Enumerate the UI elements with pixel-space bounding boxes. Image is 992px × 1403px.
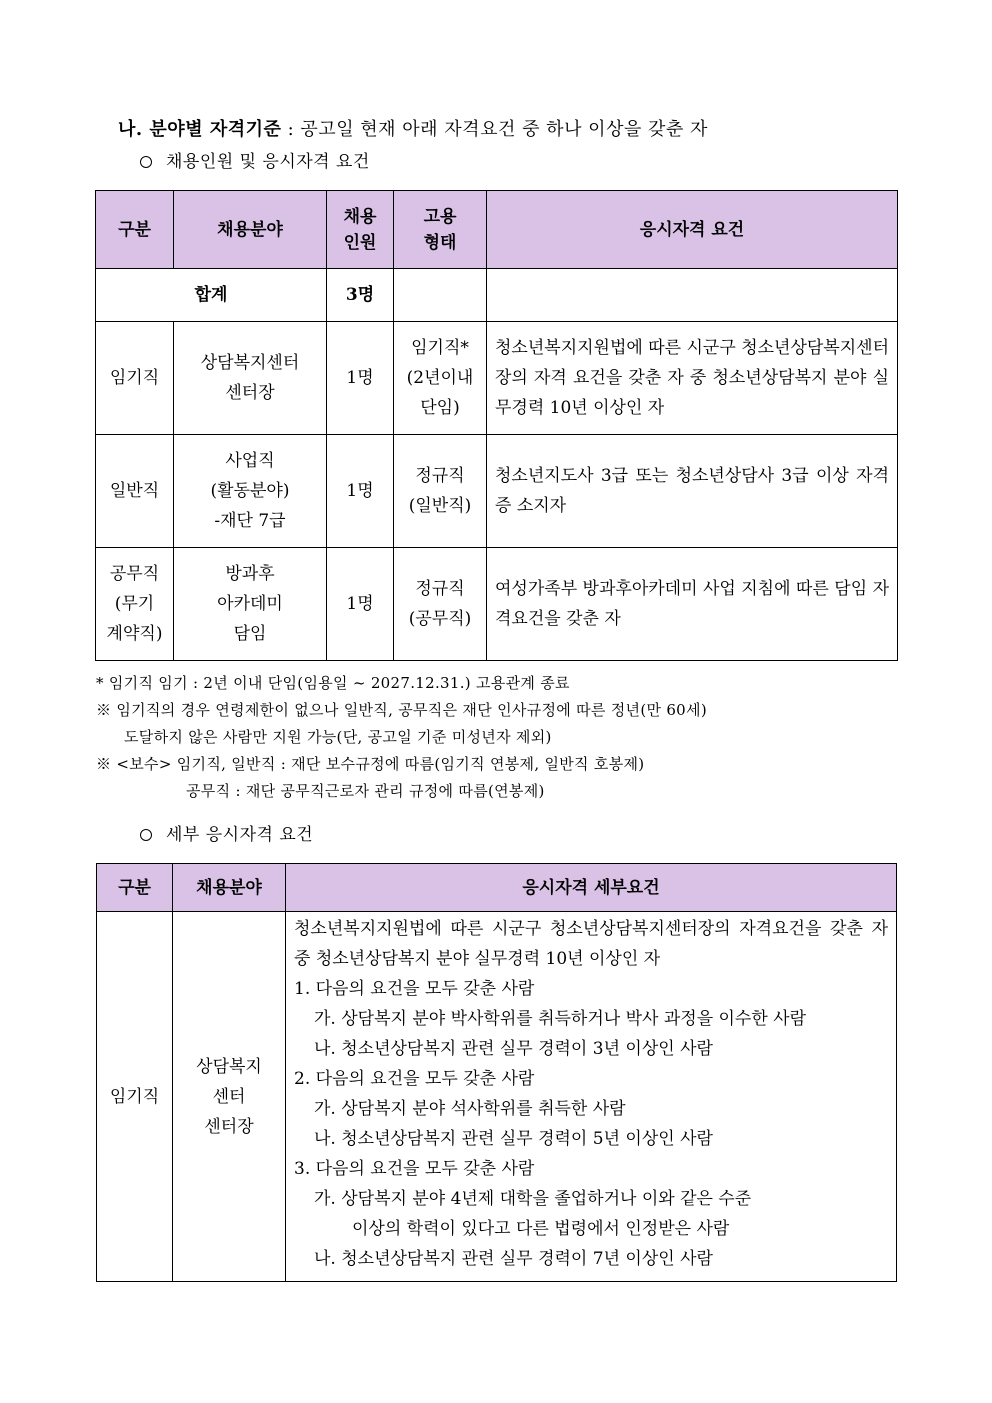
table-row [97, 912, 897, 1282]
type-cell: 일반직 [96, 435, 174, 548]
heading-text: : 공고일 현재 아래 자격요건 중 하나 이상을 갖춘 자 [281, 119, 708, 140]
detail-subitem: 나. 청소년상담복지 관련 실무 경력이 7년 이상인 사람 [314, 1249, 713, 1269]
detail-item: 1. 다음의 요건을 모두 갖춘 사람 [294, 979, 535, 999]
detail-intro: 청소년복지지원법에 따른 시군구 청소년상담복지센터장의 자격요건을 갖춘 자 중 청소년상담복지 분야 실무경력 10년 이상인 자 [294, 919, 888, 969]
field-cell: 방과후 아카데미 담임 [174, 548, 327, 661]
header-cell: 구분 [97, 864, 173, 912]
field-cell: 상담복지 센터 센터장 [173, 912, 286, 1282]
requirement-cell: 청소년지도사 3급 또는 청소년상담사 3급 이상 자격증 소지자 [487, 435, 898, 548]
note-term: * 임기직 임기 : 2년 이내 단임(임용일 ~ 2027.12.31.) 고용관계 종료 [96, 674, 570, 692]
detail-table [96, 863, 897, 1282]
table-row [96, 548, 898, 661]
detail-subitem: 가. 상담복지 분야 4년제 대학을 졸업하거나 이와 같은 수준 [314, 1189, 752, 1209]
header-cell: 채용분야 [173, 864, 286, 912]
detail-item: 3. 다음의 요건을 모두 갖춘 사람 [294, 1159, 535, 1179]
type-cell: 임기직 [97, 912, 173, 1282]
header-cell: 고용 형태 [394, 191, 487, 269]
detail-item: 2. 다음의 요건을 모두 갖춘 사람 [294, 1069, 535, 1089]
detail-subitem: 나. 청소년상담복지 관련 실무 경력이 3년 이상인 사람 [314, 1039, 713, 1059]
header-cell: 채용 인원 [327, 191, 394, 269]
subsection-title-1: 채용인원 및 응시자격 요건 [140, 147, 370, 172]
header-cell: 응시자격 세부요건 [286, 864, 897, 912]
notes-block [96, 670, 707, 805]
header-cell: 구분 [96, 191, 174, 269]
note-age: ※ 임기직의 경우 연령제한이 없으나 일반직, 공무직은 재단 인사규정에 따른 정년(만 60세) [96, 701, 707, 719]
count-cell: 1명 [327, 548, 394, 661]
table-header-row [97, 864, 897, 912]
detail-subitem-cont: 이상의 학력이 있다고 다른 법령에서 인정받은 사람 [352, 1219, 730, 1239]
requirement-cell: 여성가족부 방과후아카데미 사업 지침에 따른 담임 자격요건을 갖춘 자 [487, 548, 898, 661]
count-cell: 1명 [327, 435, 394, 548]
header-cell: 응시자격 요건 [487, 191, 898, 269]
note-pay-cont: 공무직 : 재단 공무직근로자 관리 규정에 따름(연봉제) [186, 782, 545, 800]
total-label: 합계 [96, 269, 327, 322]
heading-title: 나. 분야별 자격기준 [118, 119, 282, 140]
total-row [96, 269, 898, 322]
note-age-cont: 도달하지 않은 사람만 지원 가능(단, 공고일 기준 미성년자 제외) [124, 728, 552, 746]
subsection-title-2: 세부 응시자격 요건 [140, 820, 313, 845]
employment-cell: 임기직* (2년이내 단임) [394, 322, 487, 435]
table-row [96, 322, 898, 435]
field-cell: 상담복지센터 센터장 [174, 322, 327, 435]
recruitment-table [95, 190, 898, 661]
circle-bullet-icon [140, 156, 152, 168]
employment-cell: 정규직 (공무직) [394, 548, 487, 661]
header-cell: 채용분야 [174, 191, 327, 269]
count-cell: 1명 [327, 322, 394, 435]
detail-subitem: 가. 상담복지 분야 박사학위를 취득하거나 박사 과정을 이수한 사람 [314, 1009, 807, 1029]
type-cell: 공무직 (무기 계약직) [96, 548, 174, 661]
field-cell: 사업직 (활동분야) -재단 7급 [174, 435, 327, 548]
section-heading [118, 115, 708, 141]
circle-bullet-icon [140, 829, 152, 841]
table-row [96, 435, 898, 548]
detail-subitem: 가. 상담복지 분야 석사학위를 취득한 사람 [314, 1099, 626, 1119]
total-count: 3명 [327, 269, 394, 322]
detail-requirements-cell [286, 912, 897, 1282]
table-header-row [96, 191, 898, 269]
detail-subitem: 나. 청소년상담복지 관련 실무 경력이 5년 이상인 사람 [314, 1129, 713, 1149]
note-pay: ※ <보수> 임기직, 일반직 : 재단 보수규정에 따름(임기직 연봉제, 일반직 호봉제) [96, 755, 645, 773]
type-cell: 임기직 [96, 322, 174, 435]
requirement-cell: 청소년복지지원법에 따른 시군구 청소년상담복지센터장의 자격 요건을 갖춘 자 중 청소년상담복지 분야 실무경력 10년 이상인 자 [487, 322, 898, 435]
employment-cell: 정규직 (일반직) [394, 435, 487, 548]
